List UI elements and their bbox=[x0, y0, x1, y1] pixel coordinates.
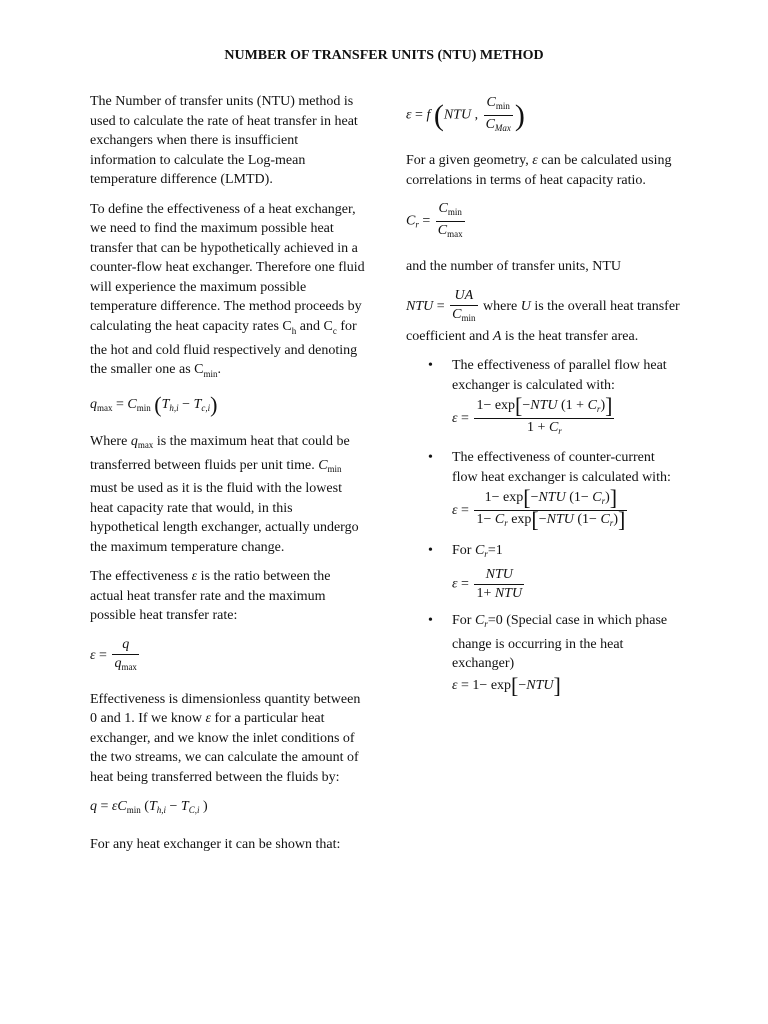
effectiveness-definition-paragraph: To define the effectiveness of a heat exchanger, we need to find the maximum possible heat transfer that can be hypothetically achieved in a counter-flow heat exchanger. Therefore one fluid will experience the maximum possible temperature difference. The method proceeds by calculating the heat capacity rates $C_h$ and $C_c$ for the hot and cold fluid respectively and denoting the smaller one as $C_{min}$. bbox=[90, 201, 365, 380]
cr-one-equation: ε = $\frac{\text{NTU}}{\text{1+ NTU}}$ bbox=[452, 567, 523, 602]
qmax-explanation-paragraph: Where $q_{max}$ is the maximum heat that could be transferred between fluids per unit time. $C_{min}$ must be used as it is the fluid with the lowest heat capacity rate that would, in this hypothetical length exchanger, actually undergo the maximum temperature change. bbox=[90, 434, 359, 555]
list-item: • The effectiveness of counter-current flow heat exchanger is calculated with: ε = $\frac{1- \exp[-NTU (1- C_r)]}{1- C_r \exp[-NTU (1- C_r)]}$ bbox=[452, 448, 681, 532]
capacity-ratio-equation: $C_r$ = $\frac{C_{min}}{C_{max}}$ bbox=[406, 201, 463, 239]
effectiveness-function-equation: ε = f (NTU , $\frac{C_{min}}{C_{Max}}$ ) bbox=[406, 95, 525, 133]
heat-transfer-equation: $q = \varepsilon C_{min}$ ($T_{h,i} - T_{C,i}$ ) bbox=[90, 799, 208, 816]
ntu-definition-paragraph: NTU = $\frac{UA}{C_{min}}$ where U is the overall heat transfer coefficient and A is the heat transfer area. bbox=[406, 287, 680, 344]
left-column bbox=[90, 92, 365, 864]
cr-zero-equation: ε = 1− exp[−NTU] bbox=[452, 672, 561, 698]
list-item: • For $C_r=1$ ε = $\frac{\text{NTU}}{\text{1+ NTU}}$ bbox=[452, 541, 681, 604]
list-item: • For $C_r=0$ (Special case in which phase change is occurring in the heat exchanger) ε = 1− exp[−NTU] bbox=[452, 611, 681, 695]
any-exchanger-paragraph: For any heat exchanger it can be shown that: bbox=[90, 836, 341, 852]
list-item: • The effectiveness of parallel flow heat exchanger is calculated with: ε = $\frac{1- \exp[-NTU (1 + C_r)]}{1 + C_r}$ bbox=[452, 356, 681, 440]
effectiveness-list bbox=[406, 356, 681, 698]
page-title: NUMBER OF TRANSFER UNITS (NTU) METHOD bbox=[224, 48, 544, 63]
ntu-intro-paragraph: and the number of transfer units, NTU bbox=[406, 259, 621, 274]
right-column bbox=[406, 92, 681, 703]
counter-flow-equation: ε = $\frac{1- \exp[-NTU (1- C_r)]}{1- C_r \exp[-NTU (1- C_r)]}$ bbox=[452, 485, 626, 533]
qmax-equation: $q_{max} = C_{min}$ $(T_{h,i} - T_{c,i})$ bbox=[90, 391, 218, 417]
effectiveness-equation: ε = $\frac{q}{q_{max}}$ bbox=[90, 636, 137, 672]
effectiveness-ratio-paragraph: The effectiveness ε is the ratio between the actual heat transfer rate and the maximum possible heat transfer rate: bbox=[90, 569, 331, 624]
parallel-flow-equation: ε = $\frac{1- \exp[-NTU (1 + C_r)]}{1 + C_r}$ bbox=[452, 393, 613, 437]
intro-paragraph: The Number of transfer units (NTU) method is used to calculate the rate of heat transfer in heat exchangers when there is insufficient information to calculate the Log-mean temperature difference (LMTD). bbox=[90, 94, 358, 187]
dimensionless-paragraph: Effectiveness is dimensionless quantity between 0 and 1. If we know ε for a particular heat exchanger, and we know the inlet conditions of the two streams, we can calculate the amount of heat being transferred between the fluids by: bbox=[90, 691, 361, 785]
geometry-paragraph: For a given geometry, ε can be calculated using correlations in terms of heat capacity ratio. bbox=[406, 153, 672, 188]
